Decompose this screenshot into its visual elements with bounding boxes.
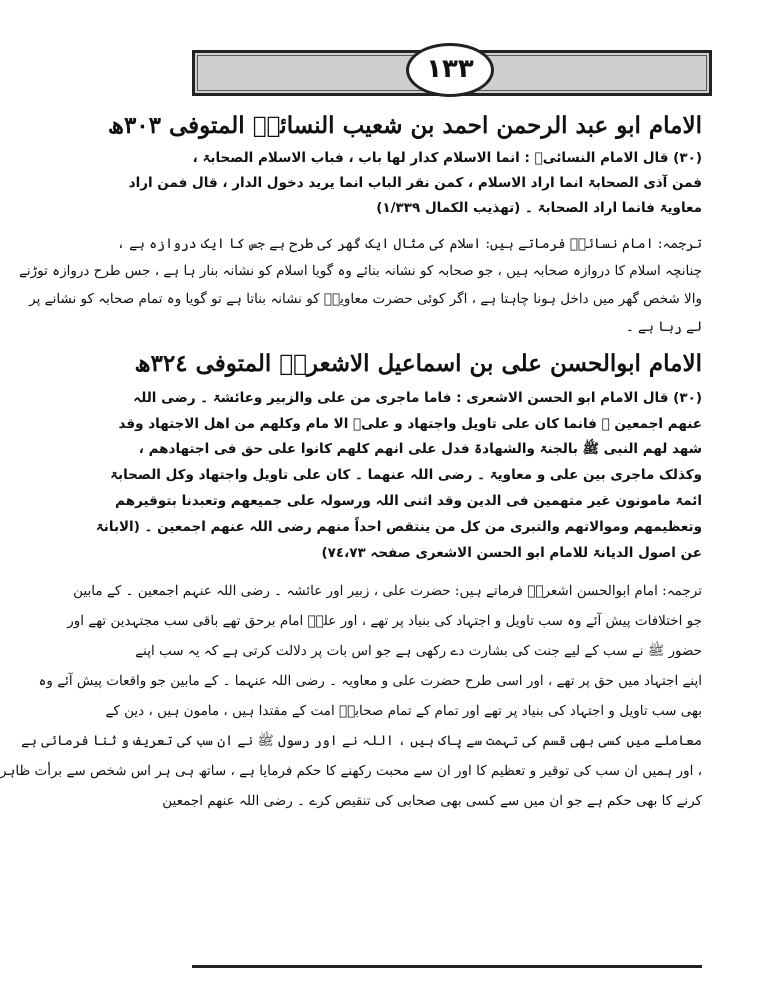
section-heading-ashari: الامام ابوالحسن علی بن اسماعیل الاشعریؒ المتوفی ٣٢٤ھ <box>134 350 702 377</box>
urdu-translation-line: چنانچہ اسلام کا دروازہ صحابہ ہیں ، جو صحابہ کو نشانہ بنائے وہ گویا اسلام کو نشانہ بنار ہا ہے ، جس طرح دروازہ توڑنے <box>18 263 702 279</box>
arabic-quote-line: (٣٠) قال الامام ابو الحسن الاشعری : فاما ماجری من علی والزبیر وعائشۃ ۔ رضی اللہ <box>133 390 702 406</box>
urdu-translation-line: بھی سب تاویل و اجتہاد کی بنیاد پر تھے اور تمام کے تمام صحابہؓ امت کے مقتدا ہیں ، مامون ہیں ، دین کے <box>105 703 702 719</box>
urdu-translation-line: والا شخص گھر میں داخل ہونا چاہتا ہے ، اگر کوئی حضرت معاویہؓ کو نشانہ بناتا ہے تو گویا وہ تمام صحابہ کو نشانے پر <box>29 291 702 307</box>
urdu-translation-line: جو اختلافات پیش آئے وہ سب تاویل و اجتہاد کی بنیاد پر تھے ، اور علیؓ امام برحق تھے باقی سب مجتہدین تھے اور <box>67 613 702 629</box>
bottom-rule <box>192 965 702 968</box>
urdu-translation-line: اپنے اجتہاد میں حق پر تھے ، اور اسی طرح حضرت علی و معاویہ ۔ رضی اللہ عنہما ۔ کے مابین جو واقعات پیش آئے وہ <box>38 673 702 689</box>
urdu-translation-line: ترجمہ: امام ابوالحسن اشعریؒ فرماتے ہیں: حضرت علی ، زبیر اور عائشہ ۔ رضی اللہ عنہم اجمعین ۔ کے مابین <box>73 583 702 599</box>
arabic-quote-line: وتعظیمھم وموالاتھم والتبری من کل من ینتقص احداً منھم رضی اللہ عنھم اجمعین ۔ (الابانۃ <box>95 519 702 535</box>
urdu-translation-line: کرنے کا بھی حکم ہے جو ان میں سے کسی بھی صحابی کی تنقیص کرے ۔ رضی اللہ عنھم اجمعین <box>162 793 702 809</box>
urdu-translation-line: حضور ﷺ نے سب کے لیے جنت کی بشارت دے رکھی ہے جو اس بات پر دلالت کرتی ہے کہ یہ سب اپنے <box>135 643 702 659</box>
arabic-quote-line: فمن آذی الصحابۃ انما اراد الاسلام ، کمن نقر الباب انما یرید دخول الدار ، قال فمن اراد <box>128 175 702 191</box>
page-number: ١٣٣ <box>406 43 494 97</box>
arabic-quote-line: شھد لھم النبی ﷺ بالجنۃ والشھادۃ فدل علی انھم کلھم کانوا علی حق فی اجتھادھم ، <box>138 441 702 457</box>
section-heading-nasai: الامام ابو عبد الرحمن احمد بن شعیب النسائیؒ المتوفی ٣٠٣ھ <box>107 112 702 139</box>
arabic-quote-line: عنھم اجمعین ۔ فانما کان علی تاویل واجتھاد و علیؓ الا مام وکلھم من اھل الاجتھاد وقد <box>118 416 702 432</box>
arabic-quote-line: (٣٠) قال الامام النسائیؒ : انما الاسلام کدار لھا باب ، فباب الاسلام الصحابۃ ، <box>192 150 702 166</box>
arabic-quote-line: وکذلک ماجری بین علی و معاویۃ ۔ رضی اللہ عنھما ۔ کان علی تاویل واجتھاد وکل الصحابۃ <box>110 467 702 483</box>
arabic-quote-line: معاویۃ فانما اراد الصحابۃ ۔ (تھذیب الکمال ١/٣٣٩) <box>376 200 702 216</box>
urdu-translation-line: ترجمہ: امام نسائیؒ فرماتے ہیں: اسلام کی مثال ایک گھر کی طرح ہے جس کا ایک دروازہ ہے ، <box>116 236 702 252</box>
urdu-translation-line: ، اور ہمیں ان سب کی توقیر و تعظیم کا اور ان سے محبت رکھنے کا حکم فرمایا ہے ، ساتھ ہی ہر اس شخص سے برأت ظاہر <box>0 763 702 779</box>
urdu-translation-line: لے رہا ہے ۔ <box>625 319 702 335</box>
arabic-quote-line: ائمۃ مامونون غیر متھمین فی الدین وقد اثنی اللہ ورسولہ علی جمیعھم وتعبدنا بتوقیرھم <box>115 493 702 509</box>
urdu-translation-line: معاملے میں کسی بھی قسم کی تہمت سے پاک ہیں ، اللہ نے اور رسول ﷺ نے ان سب کی تعریف و ثنا فرمائی ہے <box>21 733 702 749</box>
arabic-quote-line: عن اصول الدیانۃ للامام ابو الحسن الاشعری صفحہ ٧٤،٧٣) <box>321 545 702 561</box>
